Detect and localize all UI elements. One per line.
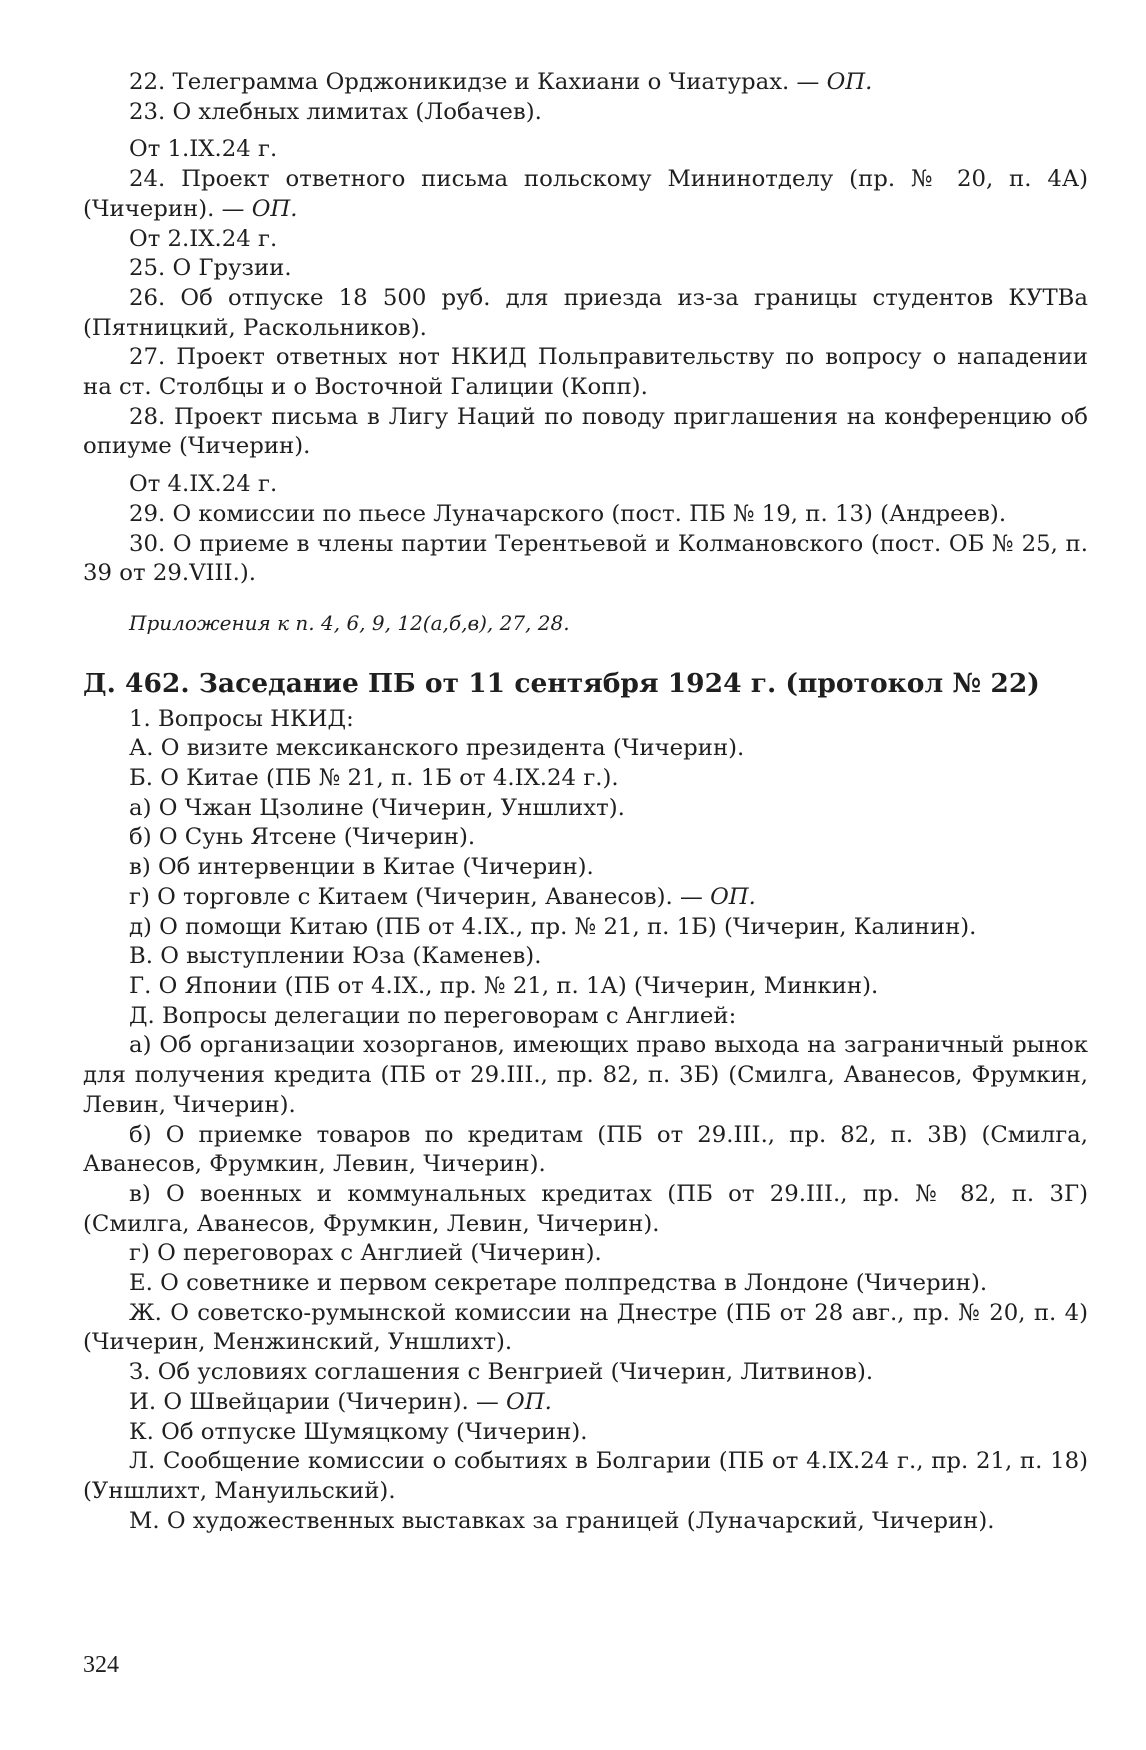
list-item: [83, 942, 1088, 972]
item-text: К. Об отпуске Шумяцкому (Чичерин).: [129, 1418, 588, 1445]
page-number: 324: [83, 1652, 119, 1678]
item-text: 1. Вопросы НКИД:: [129, 705, 354, 732]
list-item: [83, 823, 1088, 853]
list-item: [83, 972, 1088, 1002]
attachments-note: Приложения к п. 4, 6, 9, 12(а,б,в), 27, 28.: [129, 610, 570, 635]
item-text: г) О торговле с Китаем (Чичерин, Аванесов). —: [129, 883, 711, 910]
list-item: [83, 1507, 1088, 1537]
section1-items-d: [83, 500, 1088, 589]
item-note-op: ОП.: [826, 69, 873, 95]
item-text: в) О военных и коммунальных кредитах (ПБ от 29.III., пр. № 82, п. 3Г) (Смилга, Аванесов, Фрумкин, Левин, Чичерин).: [83, 1180, 1088, 1237]
item-text: Г. О Японии (ПБ от 4.IX., пр. № 21, п. 1А) (Чичерин, Минкин).: [129, 972, 879, 999]
item-text: Л. Сообщение комиссии о событиях в Болгарии (ПБ от 4.IX.24 г., пр. 21, п. 18) (Уншлихт, Мануильский).: [83, 1448, 1088, 1504]
item-text: Д. Вопросы делегации по переговорам с Англией:: [129, 1002, 737, 1029]
section2-items: [83, 705, 1088, 1537]
list-item: [83, 254, 1088, 284]
item-text: 29. О комиссии по пьесе Луначарского (пост. ПБ № 19, п. 13) (Андреев).: [129, 500, 1007, 527]
item-text: б) О приемке товаров по кредитам (ПБ от 29.III., пр. 82, п. 3В) (Смилга, Аванесов, Фрумкин, Левин, Чичерин).: [83, 1121, 1088, 1178]
list-item: [83, 530, 1088, 589]
item-text: 30. О приеме в члены партии Терентьевой и Колмановского (пост. ОБ № 25, п. 39 от 29.VIII.).: [83, 530, 1088, 587]
list-item: [83, 1388, 1088, 1418]
list-item: [83, 343, 1088, 402]
list-item: [83, 284, 1088, 343]
list-item: [83, 764, 1088, 794]
item-text: а) О Чжан Цзолине (Чичерин, Уншлихт).: [129, 794, 625, 821]
list-item: [83, 705, 1088, 735]
item-text: 22. Телеграмма Орджоникидзе и Кахиани о Чиатурах. —: [129, 69, 827, 95]
section1-items-c: [83, 254, 1088, 462]
list-item: [83, 500, 1088, 530]
item-text: Ж. О советско-румынской комиссии на Днестре (ПБ от 28 авг., пр. № 20, п. 4) (Чичерин, Менжинский, Уншлихт).: [83, 1299, 1088, 1356]
item-text: в) Об интервенции в Китае (Чичерин).: [129, 854, 594, 881]
date-line: От 1.IX.24 г.: [129, 136, 278, 163]
item-text: 23. О хлебных лимитах (Лобачев).: [129, 98, 542, 125]
list-item: [83, 1239, 1088, 1269]
item-text: И. О Швейцарии (Чичерин). —: [129, 1388, 507, 1415]
item-note-op: ОП.: [710, 883, 756, 910]
item-note-op: ОП.: [251, 195, 298, 222]
list-item: [83, 1418, 1088, 1448]
date-line: От 4.IX.24 г.: [129, 471, 278, 498]
list-item: [83, 1121, 1088, 1180]
list-item: [83, 165, 1088, 224]
list-item: [83, 1180, 1088, 1239]
list-item: [83, 913, 1088, 943]
item-text: Б. О Китае (ПБ № 21, п. 1Б от 4.IX.24 г.).: [129, 765, 619, 792]
list-item: [83, 403, 1088, 462]
document-page: [83, 68, 1088, 1536]
item-text: 27. Проект ответных нот НКИД Польправительству по вопросу о нападении на ст. Столбцы и о Восточной Галиции (Копп).: [83, 344, 1088, 401]
list-item: [83, 1358, 1088, 1388]
list-item: [83, 794, 1088, 824]
list-item: [83, 734, 1088, 764]
list-item: [83, 883, 1088, 913]
item-text: 24. Проект ответного письма польскому Мининотделу (пр. № 20, п. 4А) (Чичерин). —: [83, 166, 1088, 222]
item-text: М. О художественных выставках за границей (Луначарский, Чичерин).: [129, 1507, 995, 1534]
list-item: [83, 1447, 1088, 1506]
section1-items-b: [83, 165, 1088, 224]
item-text: 26. Об отпуске 18 500 руб. для приезда из-за границы студентов КУТВа (Пятницкий, Раскольников).: [83, 284, 1088, 341]
item-note-op: ОП.: [506, 1388, 552, 1415]
item-text: В. О выступлении Юза (Каменев).: [129, 943, 542, 970]
list-item: [83, 1031, 1088, 1120]
list-item: [83, 1299, 1088, 1358]
item-text: Е. О советнике и первом секретаре полпредства в Лондоне (Чичерин).: [129, 1270, 988, 1297]
list-item: [83, 1002, 1088, 1032]
section-heading: Д. 462. Заседание ПБ от 11 сентября 1924 г. (протокол № 22): [83, 667, 1040, 699]
item-text: З. Об условиях соглашения с Венгрией (Чичерин, Литвинов).: [129, 1359, 874, 1386]
list-item: [83, 68, 1088, 98]
list-item: [83, 1269, 1088, 1299]
date-line: От 2.IX.24 г.: [129, 225, 278, 252]
section1-items-a: [83, 68, 1088, 127]
list-item: [83, 853, 1088, 883]
item-text: А. О визите мексиканского президента (Чичерин).: [129, 735, 745, 762]
item-text: б) О Сунь Ятсене (Чичерин).: [129, 824, 476, 851]
item-text: г) О переговорах с Англией (Чичерин).: [129, 1240, 602, 1267]
item-text: д) О помощи Китаю (ПБ от 4.IX., пр. № 21, п. 1Б) (Чичерин, Калинин).: [129, 913, 977, 940]
item-text: а) Об организации хозорганов, имеющих право выхода на заграничный рынок для получения кредита (ПБ от 29.III., пр. 82, п. 3Б) (Смилга, Аванесов, Фрумкин, Левин, Чичерин).: [83, 1032, 1088, 1118]
list-item: [83, 98, 1088, 128]
item-text: 28. Проект письма в Лигу Наций по поводу приглашения на конференцию об опиуме (Чичерин).: [83, 403, 1088, 460]
item-text: 25. О Грузии.: [129, 255, 292, 282]
